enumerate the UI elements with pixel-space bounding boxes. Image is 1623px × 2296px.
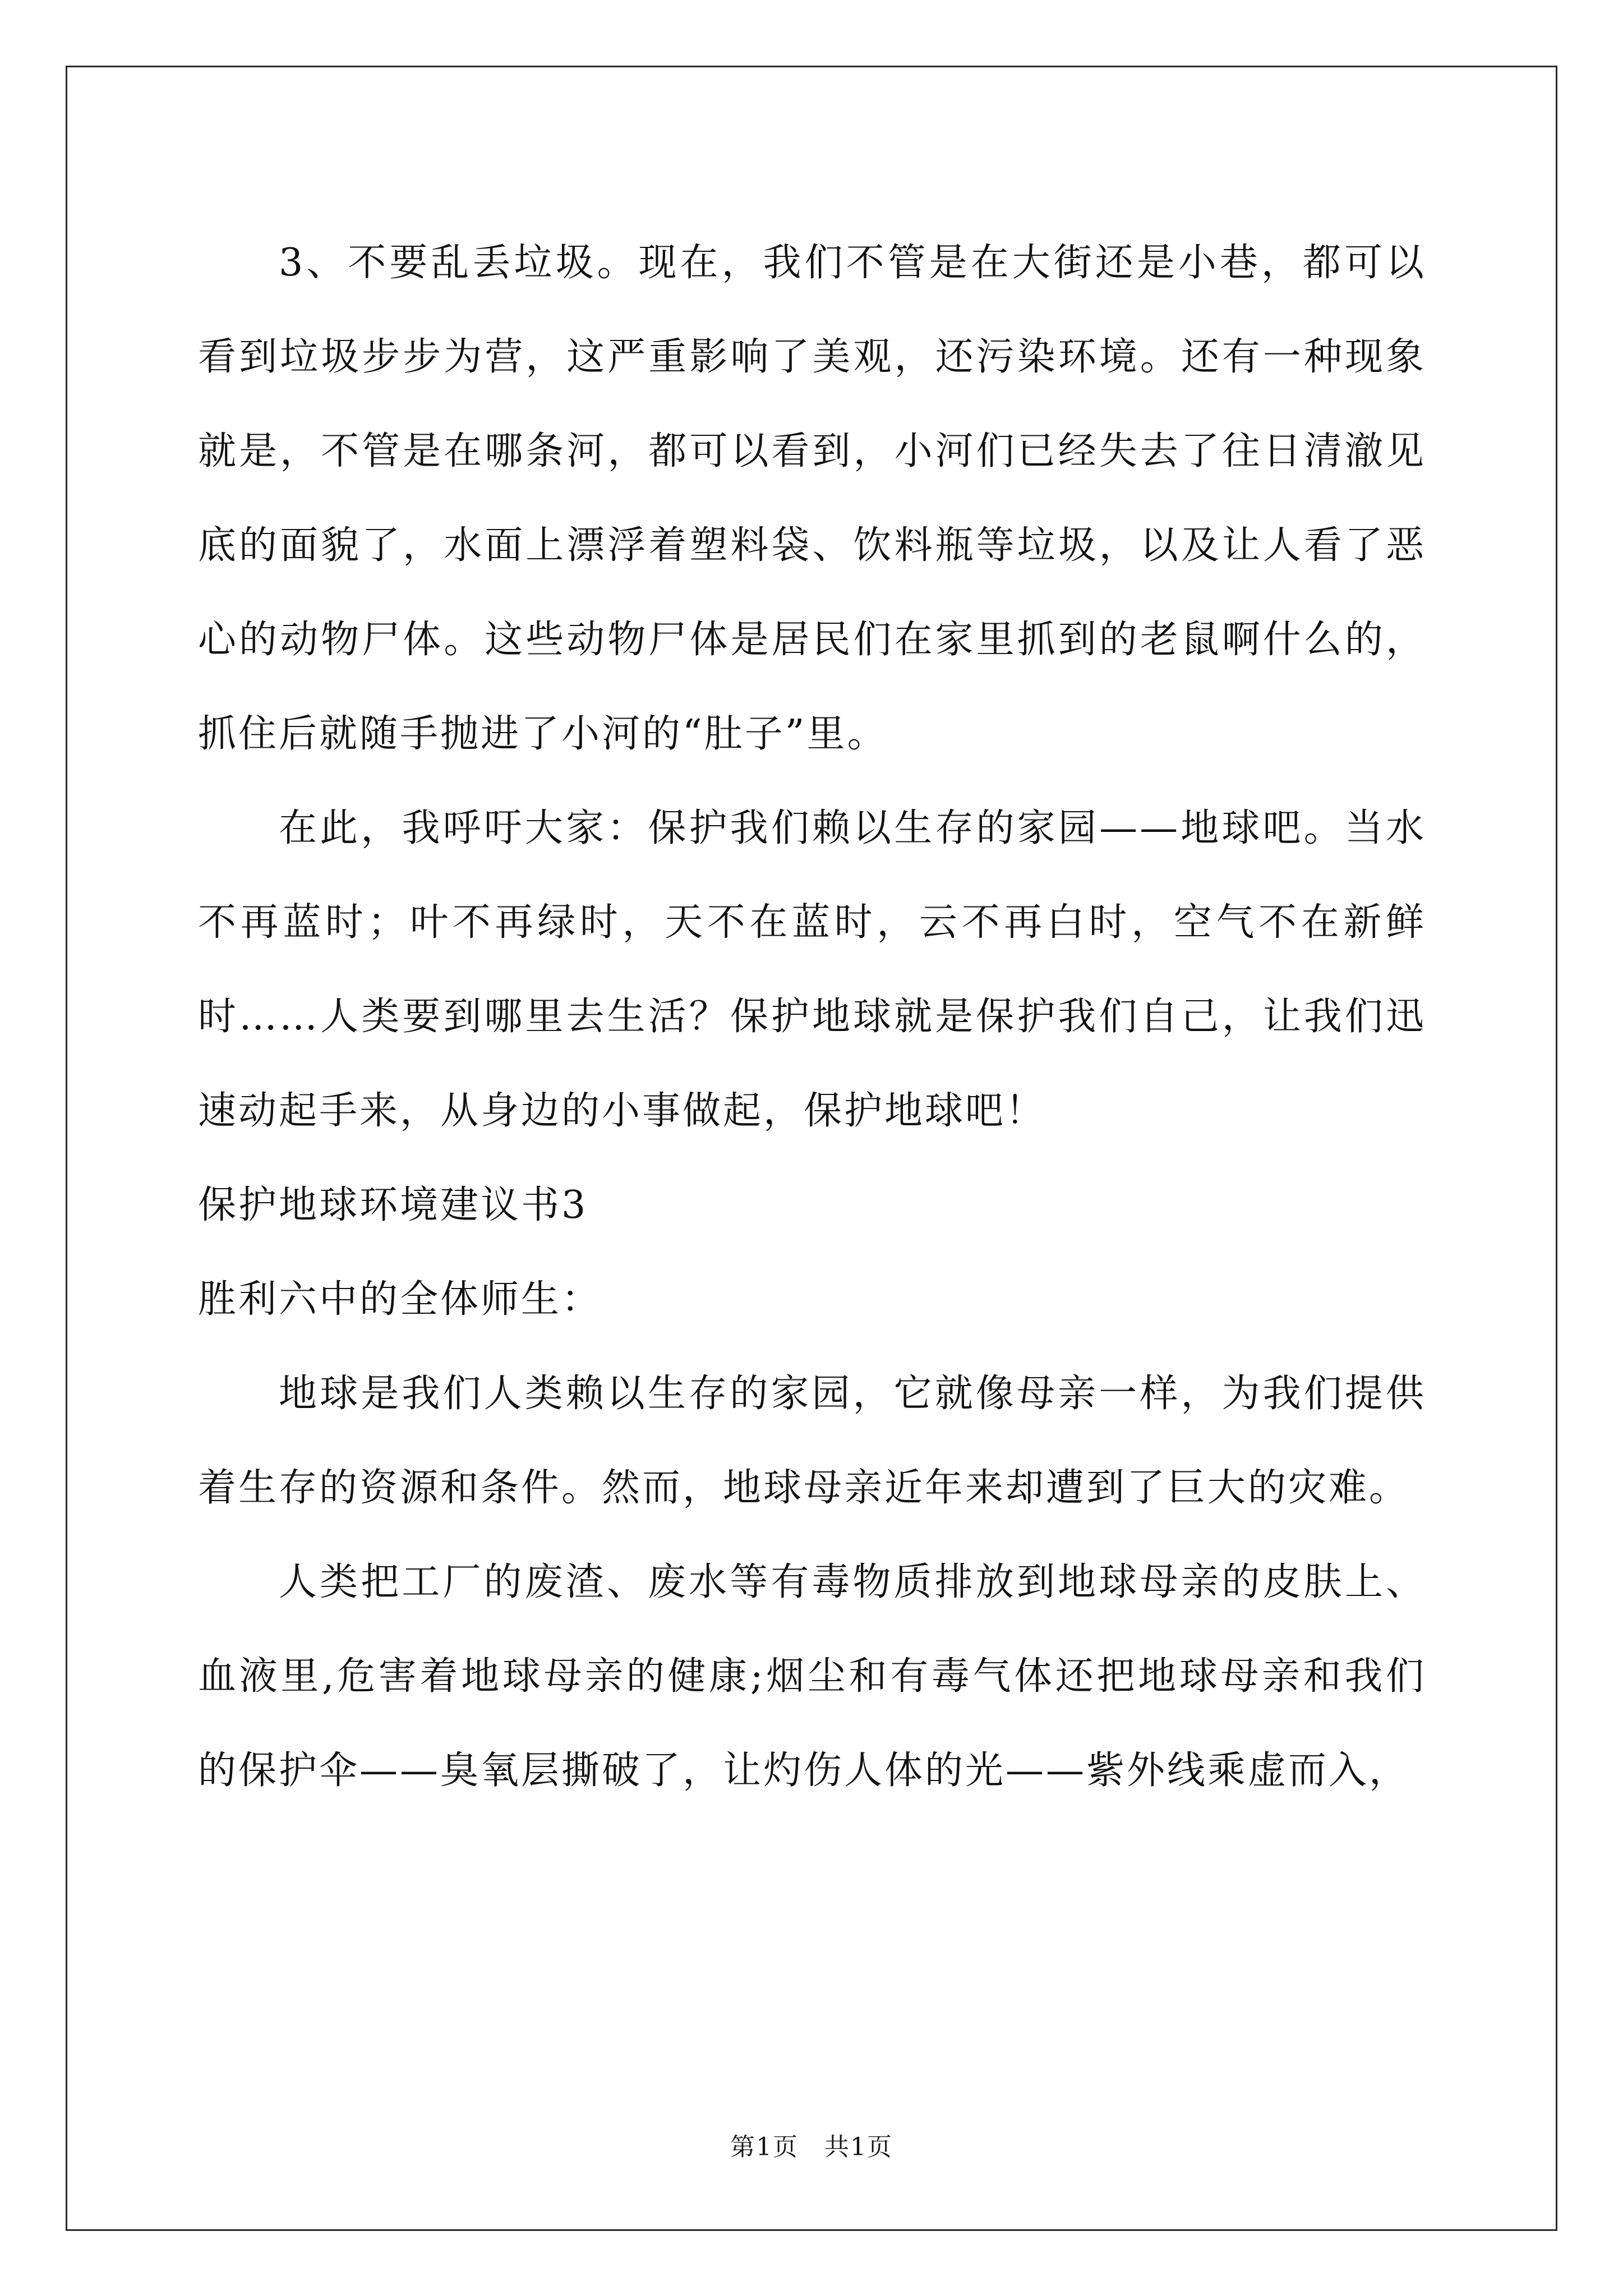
paragraph-litter: 3、不要乱丢垃圾。现在，我们不管是在大街还是小巷，都可以看到垃圾步步为营，这严重影响了美观，还污染环境。还有一种现象就是，不管是在哪条河，都可以看到，小河们已经失去了往日清澈见底的面貌了，水面上漂浮着塑料袋、饮料瓶等垃圾，以及让人看了恶心的动物尸体。这些动物尸体是居民们在家里抓到的老鼠啊什么的，抓住后就随手抛进了小河的“肚子”里。 [198,241,1426,756]
salutation: 胜利六中的全体师生： [198,1277,602,1322]
paragraph-earth-home: 地球是我们人类赖以生存的家园，它就像母亲一样，为我们提供着生存的资源和条件。然而，地球母亲近年来却遭到了巨大的灾难。 [198,1372,1426,1510]
paragraph-appeal: 在此，我呼吁大家：保护我们赖以生存的家园——地球吧。当水不再蓝时；叶不再绿时，天不在蓝时，云不再白时，空气不在新鲜时……人类要到哪里去生活？保护地球就是保护我们自己，让我们迅速动起手来，从身边的小事做起，保护地球吧！ [198,806,1426,1133]
document-body [198,216,1426,1818]
paragraph-pollution: 人类把工厂的废渣、废水等有毒物质排放到地球母亲的皮肤上、血液里,危害着地球母亲的健康;烟尘和有毒气体还把地球母亲和我们的保护伞——臭氧层撕破了，让灼伤人体的光——紫外线乘虚而入， [198,1560,1426,1793]
section-title: 保护地球环境建议书3 [198,1183,588,1227]
page-number-footer: 第1页 共1页 [730,2133,893,2161]
